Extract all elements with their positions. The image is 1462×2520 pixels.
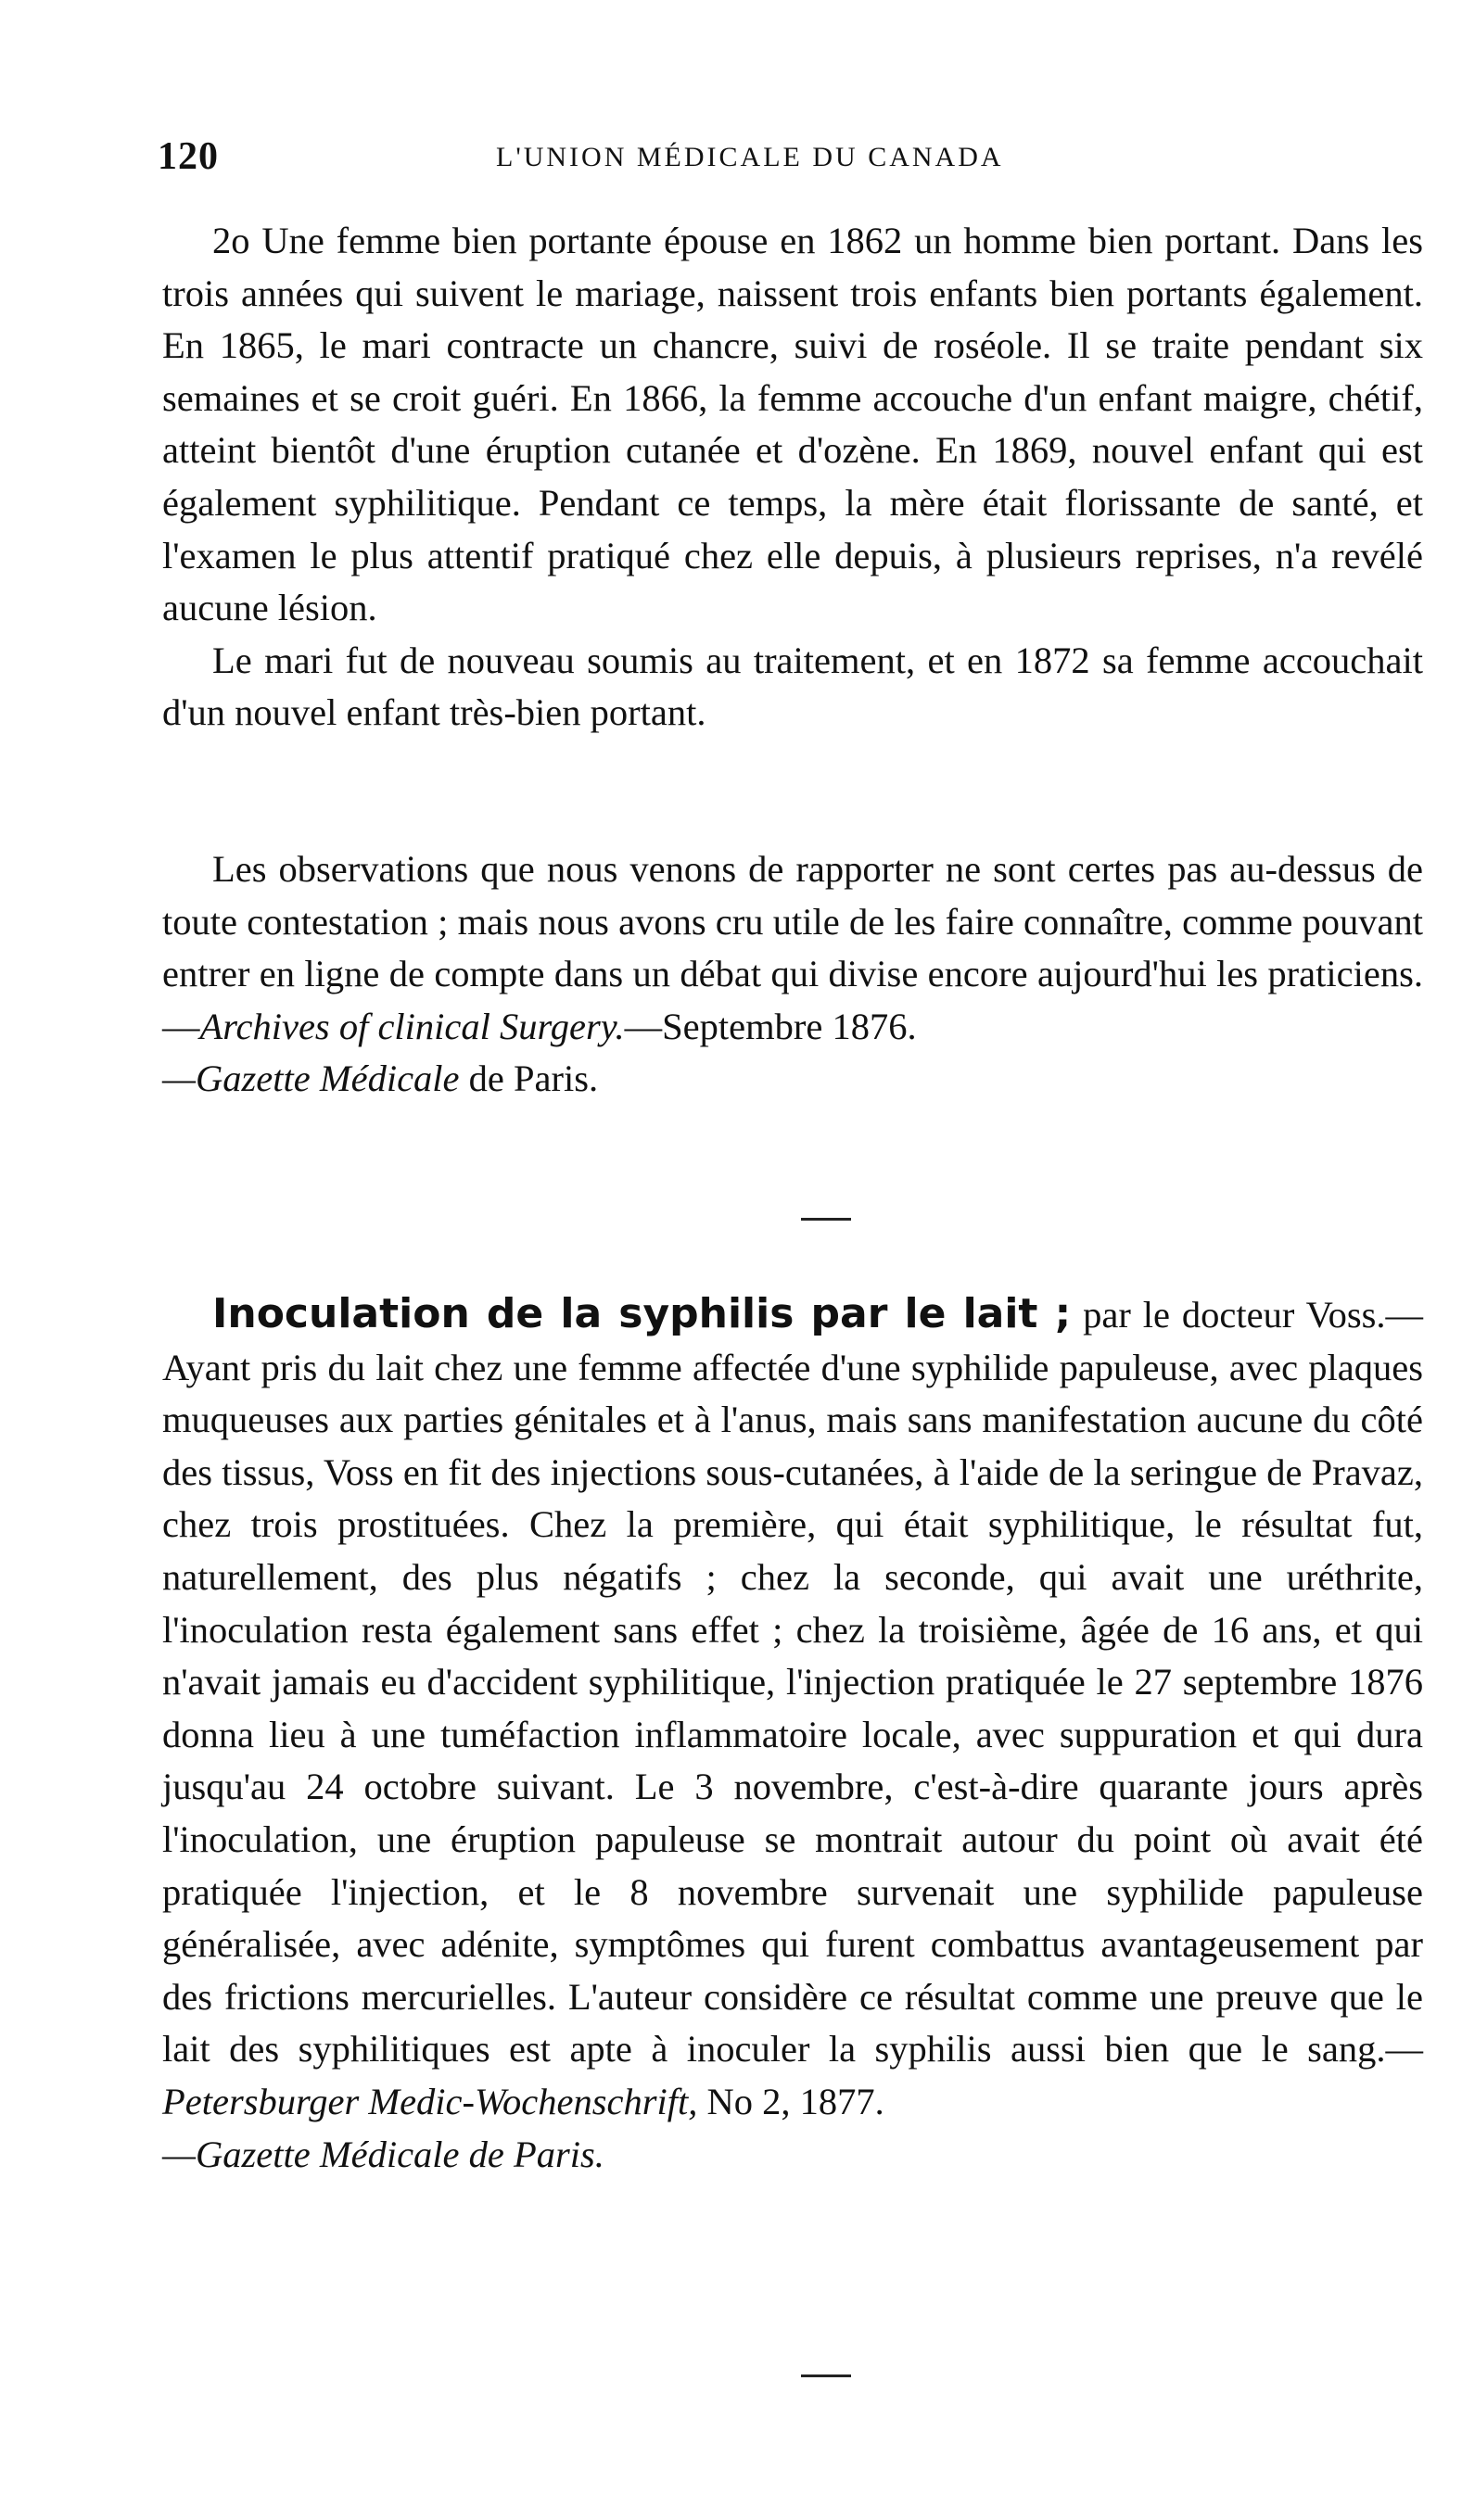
article-source-citation: Petersburger Medic-Wochenschrift, bbox=[162, 2080, 698, 2122]
article-text: par le docteur Voss.—Ayant pris du lait chez une femme affectée d'une syphilide papuleuse, avec plaques muqueuses aux parties génitales et à l'anus, mais sans manifestation aucune du côté des tissus, Voss en fit des injections sous-cutanées, à l'aide de la seringue de Pravaz, chez trois prostituées. Chez la première, qui était syphilitique, le résultat fut, naturellement, des plus négatifs ; chez la seconde, qui avait une uréthrite, l'inoculation resta également sans effet ; chez la troisième, âgée de 16 ans, et qui n'avait jamais eu d'accident syphilitique, l'injection pratiquée le 27 septembre 1876 donna lieu à une tuméfaction inflammatoire locale, avec suppuration et qui dura jusqu'au 24 octobre suivant. Le 3 novembre, c'est-à-dire quarante jours après l'inoculation, une éruption papuleuse se montrait autour du point où avait été pratiquée l'injection, et le 8 novembre survenait une syphilide papuleuse généralisée, avec adénite, symptômes qui furent combattus avantageusement par des frictions mercurielles. L'auteur considère ce résultat comme une preuve que le lait des syphilitiques est apte à inoculer la syphilis aussi bien que le sang.— bbox=[162, 1294, 1423, 2070]
journal-citation: —Gazette Médicale bbox=[162, 1057, 460, 1100]
case-paragraph: 2o Une femme bien portante épouse en 1862 un homme bien portant. Dans les trois années qui suivent le mariage, naissent trois enfants bien portants également. En 1865, le mari contracte un chancre, suivi de roséole. Il se traite pendant six semaines et se croit guéri. En 1866, la femme accouche d'un enfant maigre, chétif, atteint bientôt d'une éruption cutanée et d'ozène. En 1869, nouvel enfant qui est également syphilitique. Pendant ce temps, la mère était florissante de santé, et l'examen le plus attentif pratiqué chez elle depuis, à plusieurs reprises, n'a revélé aucune lésion. bbox=[162, 220, 1423, 629]
page-header bbox=[158, 134, 1354, 190]
section-divider-bottom bbox=[801, 2374, 851, 2377]
running-title: L'UNION MÉDICALE DU CANADA bbox=[496, 142, 1004, 172]
case-report-section bbox=[162, 215, 1423, 740]
article-headline: Inoculation de la syphilis par le lait ; bbox=[212, 1290, 1072, 1337]
journal-citation-tail: de Paris. bbox=[459, 1057, 599, 1100]
citation-date: —Septembre 1876. bbox=[624, 1005, 917, 1047]
conclusion-text: Les observations que nous venons de rapporter ne sont certes pas au-dessus de toute contestation ; mais nous avons cru utile de les faire connaître, comme pouvant entrer en ligne de compte dans un débat qui divise encore aujourd'hui les praticiens.— bbox=[162, 848, 1423, 1047]
source-citation: Archives of clinical Surgery. bbox=[199, 1005, 625, 1047]
conclusion-section bbox=[162, 843, 1423, 1106]
article-journal-citation: —Gazette Médicale de Paris. bbox=[162, 2133, 604, 2175]
inoculation-article bbox=[162, 1288, 1423, 2181]
conclusion-paragraph bbox=[162, 843, 1423, 1106]
article-source-tail: No 2, 1877. bbox=[697, 2080, 884, 2122]
article-paragraph bbox=[162, 1288, 1423, 2181]
section-divider bbox=[801, 1218, 851, 1221]
case-followup-paragraph: Le mari fut de nouveau soumis au traitement, et en 1872 sa femme accouchait d'un nouvel enfant très-bien portant. bbox=[162, 639, 1423, 734]
page-number: 120 bbox=[158, 135, 219, 178]
